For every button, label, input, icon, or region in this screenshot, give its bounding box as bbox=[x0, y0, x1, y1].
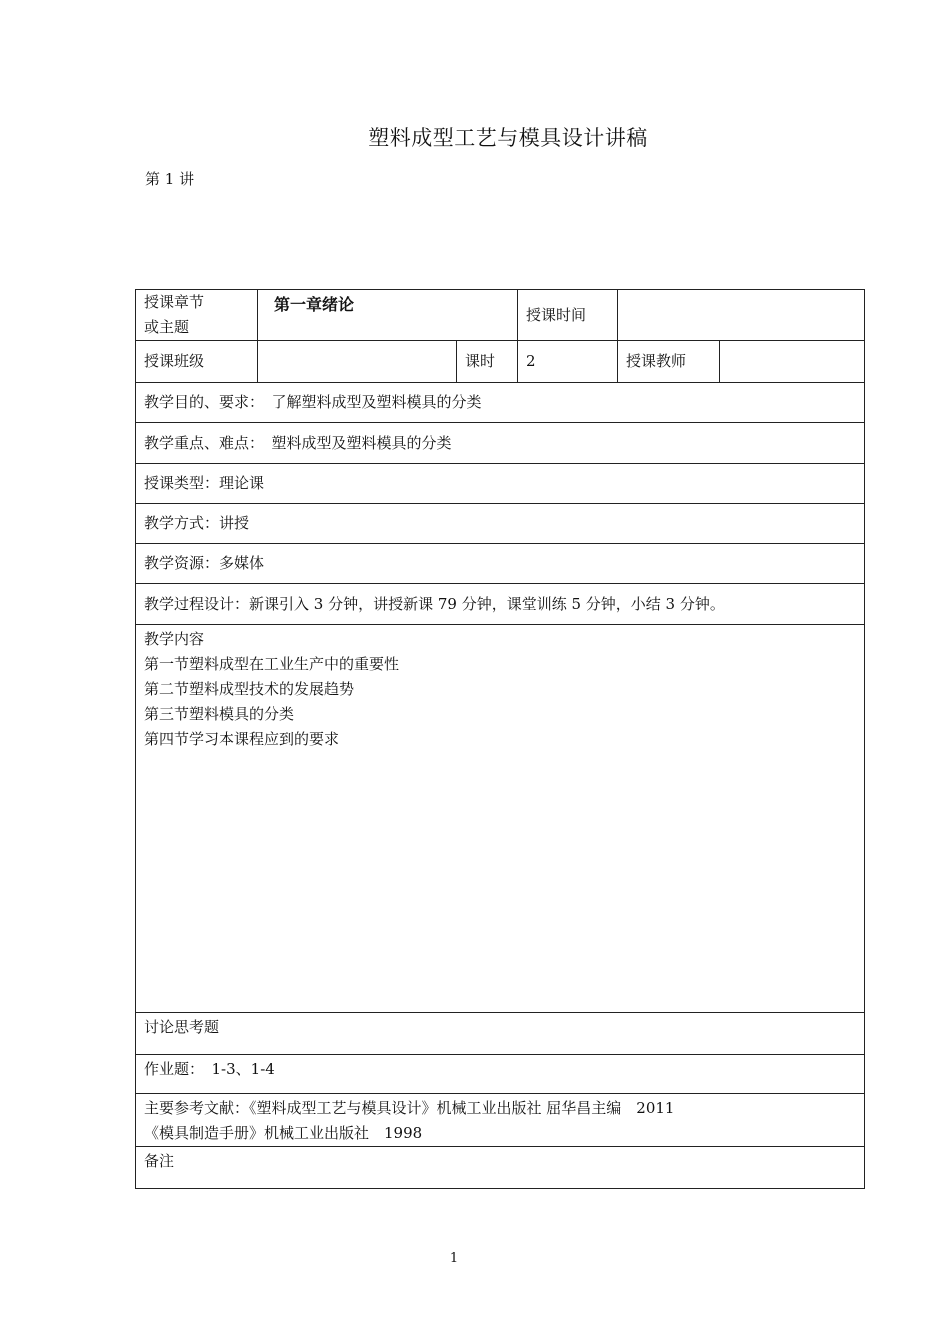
discussion-text: 讨论思考题 bbox=[136, 1013, 865, 1055]
row-chapter bbox=[136, 290, 865, 341]
document-title: 塑料成型工艺与模具设计讲稿 bbox=[368, 126, 648, 150]
lesson-plan-table bbox=[135, 289, 865, 1189]
process-text: 教学过程设计：新课引入 3 分钟，讲授新课 79 分钟，课堂训练 5 分钟，小结 3 分钟。 bbox=[136, 584, 865, 625]
content-item: 第一节塑料成型在工业生产中的重要性 bbox=[144, 655, 400, 673]
content-cell bbox=[136, 625, 865, 1013]
chapter-label-cell bbox=[136, 290, 258, 341]
content-item: 第二节塑料成型技术的发展趋势 bbox=[144, 680, 355, 698]
references-cell bbox=[136, 1094, 865, 1147]
keypoints-text: 教学重点、难点： 塑料成型及塑料模具的分类 bbox=[136, 423, 865, 464]
purpose-text: 教学目的、要求： 了解塑料成型及塑料模具的分类 bbox=[136, 383, 865, 423]
notes-text: 备注 bbox=[136, 1147, 865, 1189]
row-content bbox=[136, 625, 865, 1013]
row-homework bbox=[136, 1055, 865, 1094]
content-heading: 教学内容 bbox=[144, 630, 205, 648]
row-process bbox=[136, 584, 865, 625]
content-item: 第四节学习本课程应到的要求 bbox=[144, 730, 340, 748]
course-type-text: 授课类型：理论课 bbox=[136, 464, 865, 504]
class-value bbox=[258, 341, 457, 383]
teacher-value bbox=[720, 341, 865, 383]
content-item: 第三节塑料模具的分类 bbox=[144, 705, 295, 723]
time-value bbox=[618, 290, 865, 341]
references-line1: 主要参考文献：《塑料成型工艺与模具设计》机械工业出版社 屈华昌主编 2011 bbox=[144, 1099, 675, 1117]
homework-text: 作业题： 1-3、1-4 bbox=[136, 1055, 865, 1094]
row-notes bbox=[136, 1147, 865, 1189]
hours-value: 2 bbox=[518, 341, 618, 383]
chapter-label-line2: 或主题 bbox=[144, 318, 190, 336]
method-text: 教学方式：讲授 bbox=[136, 504, 865, 544]
time-label: 授课时间 bbox=[518, 290, 618, 341]
row-class bbox=[136, 341, 865, 383]
row-discussion bbox=[136, 1013, 865, 1055]
resources-text: 教学资源：多媒体 bbox=[136, 544, 865, 584]
hours-label: 课时 bbox=[457, 341, 518, 383]
row-method bbox=[136, 504, 865, 544]
chapter-label-line1: 授课章节 bbox=[144, 293, 205, 311]
class-label: 授课班级 bbox=[136, 341, 258, 383]
references-line2: 《模具制造手册》机械工业出版社 1998 bbox=[144, 1124, 423, 1142]
row-course-type bbox=[136, 464, 865, 504]
teacher-label: 授课教师 bbox=[618, 341, 720, 383]
page-number: 1 bbox=[449, 1251, 459, 1266]
row-resources bbox=[136, 544, 865, 584]
lecture-number: 第 1 讲 bbox=[145, 170, 195, 188]
row-keypoints bbox=[136, 423, 865, 464]
chapter-value: 第一章绪论 bbox=[258, 290, 518, 341]
row-references bbox=[136, 1094, 865, 1147]
row-purpose bbox=[136, 383, 865, 423]
